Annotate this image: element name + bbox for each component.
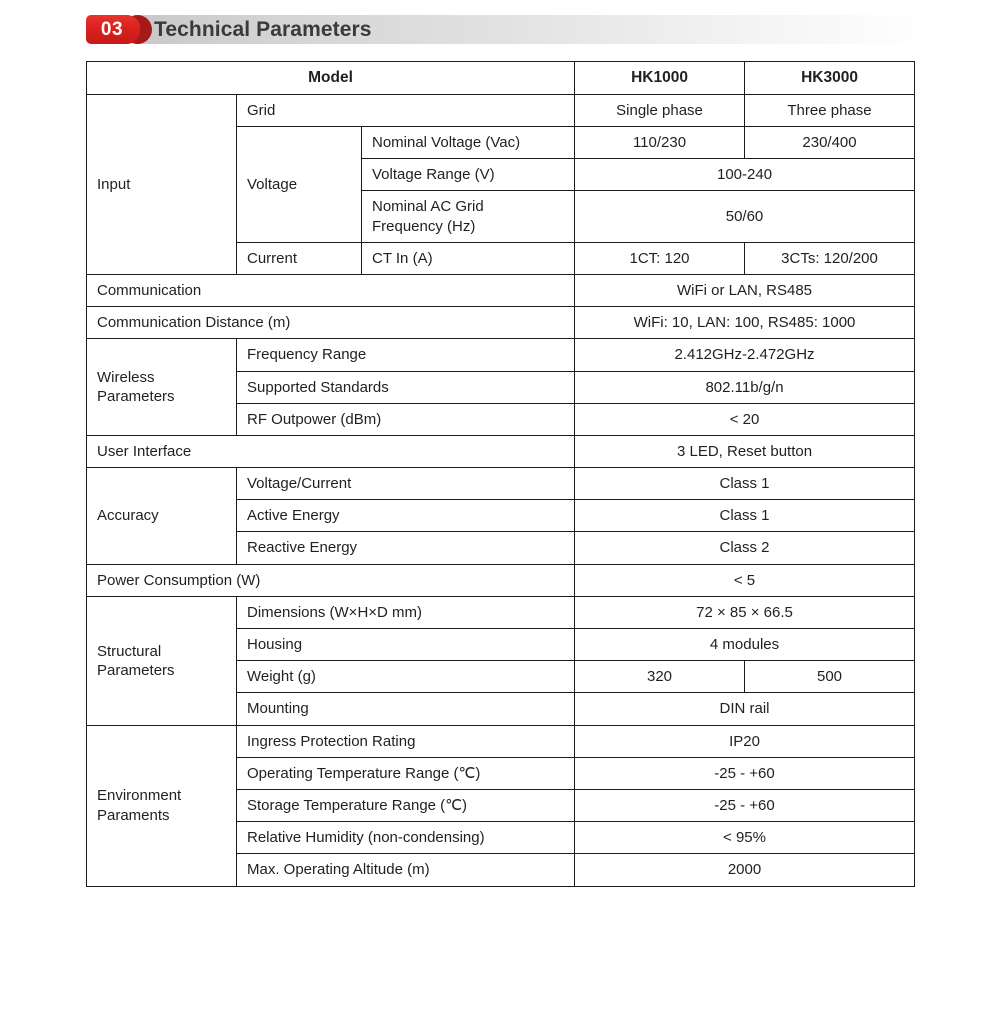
value-active-energy: Class 1 xyxy=(575,500,915,532)
value-nominal-voltage-hk3000: 230/400 xyxy=(745,127,915,159)
value-ingress-protection: IP20 xyxy=(575,725,915,757)
row-label-ingress-protection: Ingress Protection Rating xyxy=(237,725,575,757)
group-label-wireless-parameters xyxy=(87,339,237,436)
value-user-interface: 3 LED, Reset button xyxy=(575,435,915,467)
value-weight-hk1000: 320 xyxy=(575,661,745,693)
table-row-power-consumption xyxy=(87,564,915,596)
row-label-dimensions: Dimensions (W×H×D mm) xyxy=(237,596,575,628)
value-communication: WiFi or LAN, RS485 xyxy=(575,274,915,306)
value-power-consumption: < 5 xyxy=(575,564,915,596)
value-voltage-range: 100-240 xyxy=(575,159,915,191)
value-grid-hk3000: Three phase xyxy=(745,94,915,126)
table-row-user-interface xyxy=(87,435,915,467)
row-label-nominal-voltage: Nominal Voltage (Vac) xyxy=(362,127,575,159)
group-label-input: Input xyxy=(87,94,237,274)
value-weight-hk3000: 500 xyxy=(745,661,915,693)
technical-parameters-table xyxy=(86,61,915,887)
value-housing: 4 modules xyxy=(575,629,915,661)
row-label-power-consumption: Power Consumption (W) xyxy=(87,564,575,596)
group-label-current: Current xyxy=(237,242,362,274)
row-label-rf-outpower: RF Outpower (dBm) xyxy=(237,403,575,435)
value-nominal-voltage-hk1000: 110/230 xyxy=(575,127,745,159)
row-label-nominal-frequency-line2: Frequency (Hz) xyxy=(372,217,476,235)
value-dimensions: 72 × 85 × 66.5 xyxy=(575,596,915,628)
table-header-row xyxy=(87,62,915,95)
value-max-altitude: 2000 xyxy=(575,854,915,886)
table-row-communication-distance xyxy=(87,307,915,339)
group-label-wireless-line1: Wireless xyxy=(97,368,155,386)
row-label-voltage-range: Voltage Range (V) xyxy=(362,159,575,191)
row-label-supported-standards: Supported Standards xyxy=(237,371,575,403)
group-label-wireless-line2: Parameters xyxy=(97,388,175,406)
group-label-voltage: Voltage xyxy=(237,127,362,243)
header-model: Model xyxy=(87,62,575,95)
table-row-grid xyxy=(87,94,915,126)
value-grid-hk1000: Single phase xyxy=(575,94,745,126)
section-number-badge xyxy=(86,15,140,44)
group-label-structural-parameters xyxy=(87,596,237,725)
table-row-ingress-protection xyxy=(87,725,915,757)
row-label-active-energy: Active Energy xyxy=(237,500,575,532)
value-mounting: DIN rail xyxy=(575,693,915,725)
value-rf-outpower: < 20 xyxy=(575,403,915,435)
group-label-structural-line2: Parameters xyxy=(97,661,175,679)
value-operating-temperature: -25 - +60 xyxy=(575,757,915,789)
section-number: 03 xyxy=(100,19,124,40)
value-relative-humidity: < 95% xyxy=(575,822,915,854)
row-label-max-altitude: Max. Operating Altitude (m) xyxy=(237,854,575,886)
group-label-environment-paraments xyxy=(87,725,237,886)
row-label-communication-distance: Communication Distance (m) xyxy=(87,307,575,339)
row-label-nominal-frequency-line1: Nominal AC Grid xyxy=(372,198,484,216)
row-label-voltage-current: Voltage/Current xyxy=(237,468,575,500)
group-label-environment-line2: Paraments xyxy=(97,806,170,824)
row-label-housing: Housing xyxy=(237,629,575,661)
table-row-communication xyxy=(87,274,915,306)
table-row-dimensions xyxy=(87,596,915,628)
value-frequency-range: 2.412GHz-2.472GHz xyxy=(575,339,915,371)
header-hk3000: HK3000 xyxy=(745,62,915,95)
value-ct-in-hk3000: 3CTs: 120/200 xyxy=(745,242,915,274)
section-header xyxy=(86,13,954,46)
row-label-user-interface: User Interface xyxy=(87,435,575,467)
technical-parameters-table-wrap xyxy=(86,61,914,887)
table-row-frequency-range xyxy=(87,339,915,371)
value-supported-standards: 802.11b/g/n xyxy=(575,371,915,403)
value-storage-temperature: -25 - +60 xyxy=(575,789,915,821)
row-label-operating-temperature: Operating Temperature Range (℃) xyxy=(237,757,575,789)
row-label-nominal-frequency xyxy=(362,191,575,242)
value-communication-distance: WiFi: 10, LAN: 100, RS485: 1000 xyxy=(575,307,915,339)
value-ct-in-hk1000: 1CT: 120 xyxy=(575,242,745,274)
row-label-frequency-range: Frequency Range xyxy=(237,339,575,371)
table-row-voltage-current-accuracy xyxy=(87,468,915,500)
row-label-communication: Communication xyxy=(87,274,575,306)
value-reactive-energy: Class 2 xyxy=(575,532,915,564)
group-label-accuracy: Accuracy xyxy=(87,468,237,565)
row-label-grid: Grid xyxy=(237,94,575,126)
group-label-structural-line1: Structural xyxy=(97,642,162,660)
header-hk1000: HK1000 xyxy=(575,62,745,95)
row-label-weight: Weight (g) xyxy=(237,661,575,693)
row-label-ct-in: CT In (A) xyxy=(362,242,575,274)
row-label-reactive-energy: Reactive Energy xyxy=(237,532,575,564)
page-title: Technical Parameters xyxy=(154,17,372,41)
value-nominal-frequency: 50/60 xyxy=(575,191,915,242)
row-label-relative-humidity: Relative Humidity (non-condensing) xyxy=(237,822,575,854)
row-label-storage-temperature: Storage Temperature Range (℃) xyxy=(237,789,575,821)
group-label-environment-line1: Environment xyxy=(97,787,182,805)
row-label-mounting: Mounting xyxy=(237,693,575,725)
value-voltage-current: Class 1 xyxy=(575,468,915,500)
